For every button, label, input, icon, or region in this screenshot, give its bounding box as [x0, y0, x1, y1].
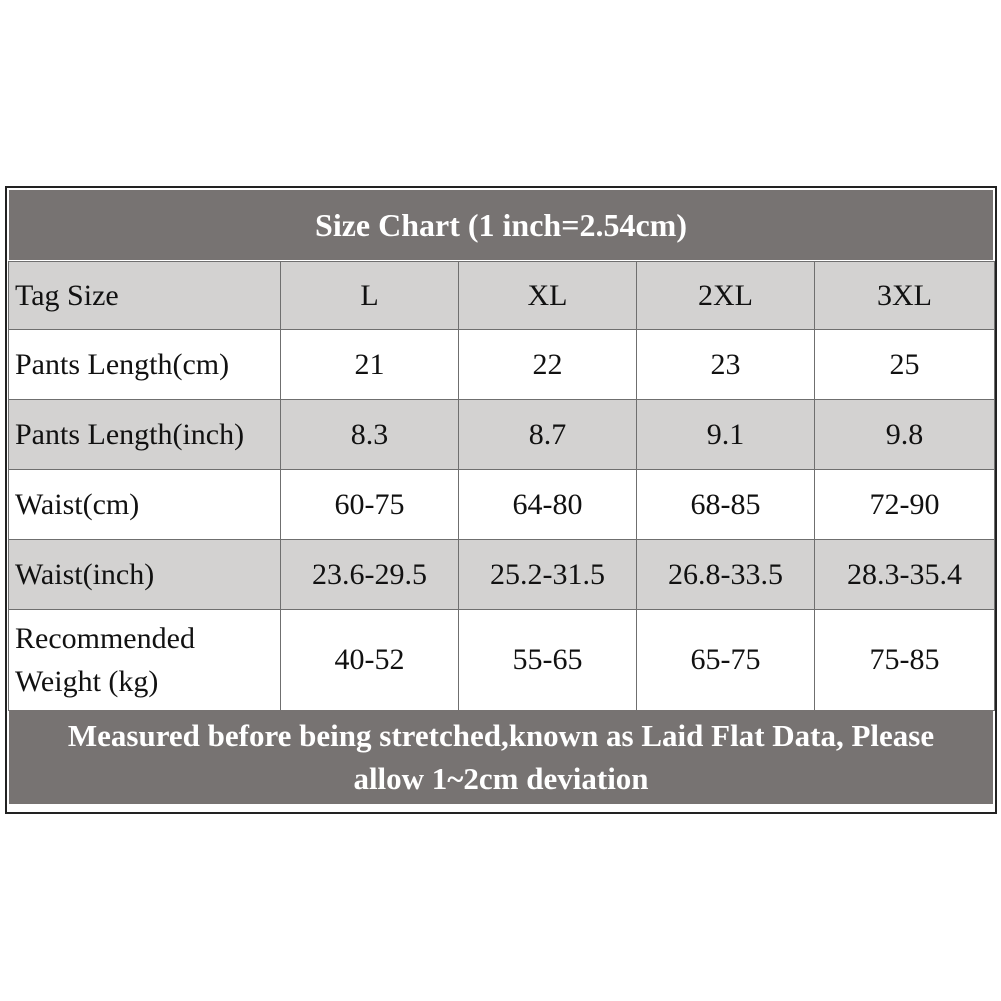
- table-cell: 28.3-35.4: [815, 540, 995, 610]
- header-label: Tag Size: [9, 262, 281, 330]
- table-row: [9, 330, 995, 400]
- size-header-xl: XL: [459, 262, 637, 330]
- table-cell: 9.8: [815, 400, 995, 470]
- row-label: Pants Length(cm): [9, 330, 281, 400]
- size-header-2xl: 2XL: [637, 262, 815, 330]
- table-cell: 60-75: [281, 470, 459, 540]
- table-header-row: [9, 262, 995, 330]
- row-label: Waist(inch): [9, 540, 281, 610]
- measurement-note-line: Measured before being stretched,known as Laid Flat Data, Please: [67, 718, 935, 753]
- table-cell: 40-52: [281, 610, 459, 711]
- table-cell: 21: [281, 330, 459, 400]
- table-cell: 22: [459, 330, 637, 400]
- size-header-l: L: [281, 262, 459, 330]
- table-cell: 25.2-31.5: [459, 540, 637, 610]
- table-cell: 65-75: [637, 610, 815, 711]
- size-chart: [5, 186, 997, 814]
- table-cell: 55-65: [459, 610, 637, 711]
- table-row: [9, 470, 995, 540]
- table-cell: 25: [815, 330, 995, 400]
- table-cell: 75-85: [815, 610, 995, 711]
- table-cell: 8.3: [281, 400, 459, 470]
- measurement-note-line: allow 1~2cm deviation: [353, 761, 649, 796]
- table-cell: 72-90: [815, 470, 995, 540]
- table-cell: 68-85: [637, 470, 815, 540]
- row-label-line: Weight (kg): [15, 665, 159, 698]
- row-label: [9, 610, 281, 711]
- size-table: [8, 261, 995, 711]
- chart-title: Size Chart (1 inch=2.54cm): [9, 190, 993, 260]
- table-row: [9, 400, 995, 470]
- table-row: [9, 610, 995, 711]
- row-label-line: Recommended: [15, 621, 195, 655]
- table-row: [9, 540, 995, 610]
- row-label: Pants Length(inch): [9, 400, 281, 470]
- size-header-3xl: 3XL: [815, 262, 995, 330]
- table-cell: 26.8-33.5: [637, 540, 815, 610]
- row-label: Waist(cm): [9, 470, 281, 540]
- table-cell: 8.7: [459, 400, 637, 470]
- table-cell: 23: [637, 330, 815, 400]
- table-cell: 9.1: [637, 400, 815, 470]
- table-cell: 23.6-29.5: [281, 540, 459, 610]
- table-cell: 64-80: [459, 470, 637, 540]
- measurement-note: [9, 710, 993, 804]
